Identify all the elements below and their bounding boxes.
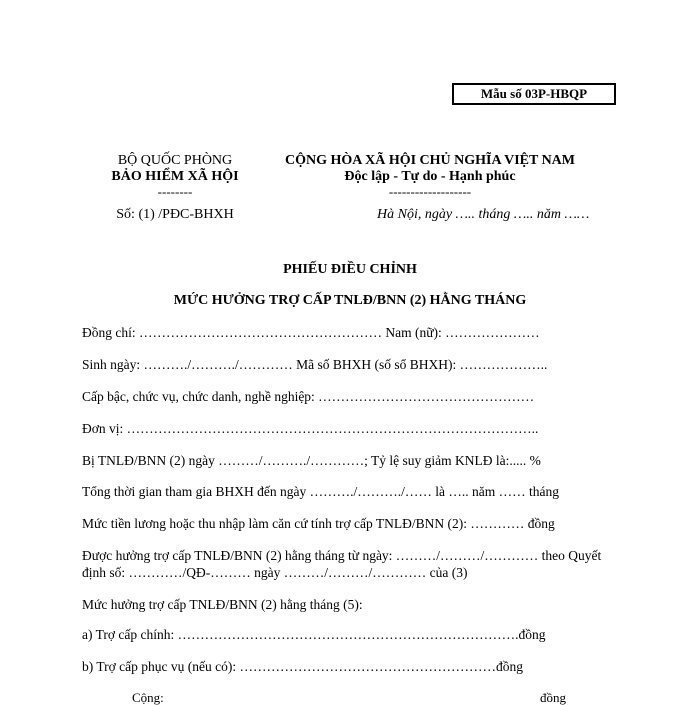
comrade-field: Đồng chí: ……………………………………………… Nam (nữ): ………………… <box>82 325 540 340</box>
monthly-level-field: Mức hưởng trợ cấp TNLĐ/BNN (2) hằng tháng (5): <box>82 597 363 612</box>
place-date: Hà Nội, ngày ….. tháng ….. năm …… <box>377 207 590 222</box>
document-number: Số: (1) /PĐC-BHXH <box>116 207 234 222</box>
agency-name: BẢO HIỂM XÃ HỘI <box>111 169 239 184</box>
document-title: PHIẾU ĐIỀU CHỈNH <box>283 262 417 277</box>
left-divider: -------- <box>157 184 193 199</box>
rank-field: Cấp bậc, chức vụ, chức danh, nghề nghiệp: ………………………………………… <box>82 389 535 404</box>
total-unit: đồng <box>540 690 566 705</box>
service-allowance-field: b) Trợ cấp phục vụ (nếu có): …………………………………………………đồng <box>82 659 523 674</box>
form-code-box: Mẫu số 03P-HBQP <box>452 83 616 105</box>
country-name: CỘNG HÒA XÃ HỘI CHỦ NGHĨA VIỆT NAM <box>284 153 575 168</box>
unit-field: Đơn vị: ……………………………………………………………………………….. <box>82 421 539 436</box>
main-allowance-field: a) Trợ cấp chính: ………………………………………………………………….đồng <box>82 627 546 642</box>
birth-field: Sinh ngày: ………./………./………… Mã số BHXH (số sổ BHXH): ……………….. <box>82 357 548 372</box>
national-motto: Độc lập - Tự do - Hạnh phúc <box>344 169 516 184</box>
salary-field: Mức tiền lương hoặc thu nhập làm căn cứ tính trợ cấp TNLĐ/BNN (2): ………… đồng <box>82 516 555 531</box>
document-subtitle: MỨC HƯỞNG TRỢ CẤP TNLĐ/BNN (2) HẰNG THÁNG <box>173 293 527 308</box>
ministry-name: BỘ QUỐC PHÒNG <box>117 153 233 168</box>
accident-field: Bị TNLĐ/BNN (2) ngày ………/………./…………; Tỷ lệ suy giảm KNLĐ là:..... % <box>82 453 541 468</box>
entitled-field-line2: định số: …………/QĐ-……… ngày ………/………/………… của (3) <box>82 565 468 580</box>
entitled-field-line1: Được hưởng trợ cấp TNLĐ/BNN (2) hằng tháng từ ngày: ………/………/………… theo Quyết <box>82 548 602 563</box>
total-time-field: Tổng thời gian tham gia BHXH đến ngày ………./………./…… là ….. năm …… tháng <box>82 484 559 499</box>
right-divider: ------------------- <box>388 184 472 199</box>
total-label: Cộng: <box>132 690 164 705</box>
